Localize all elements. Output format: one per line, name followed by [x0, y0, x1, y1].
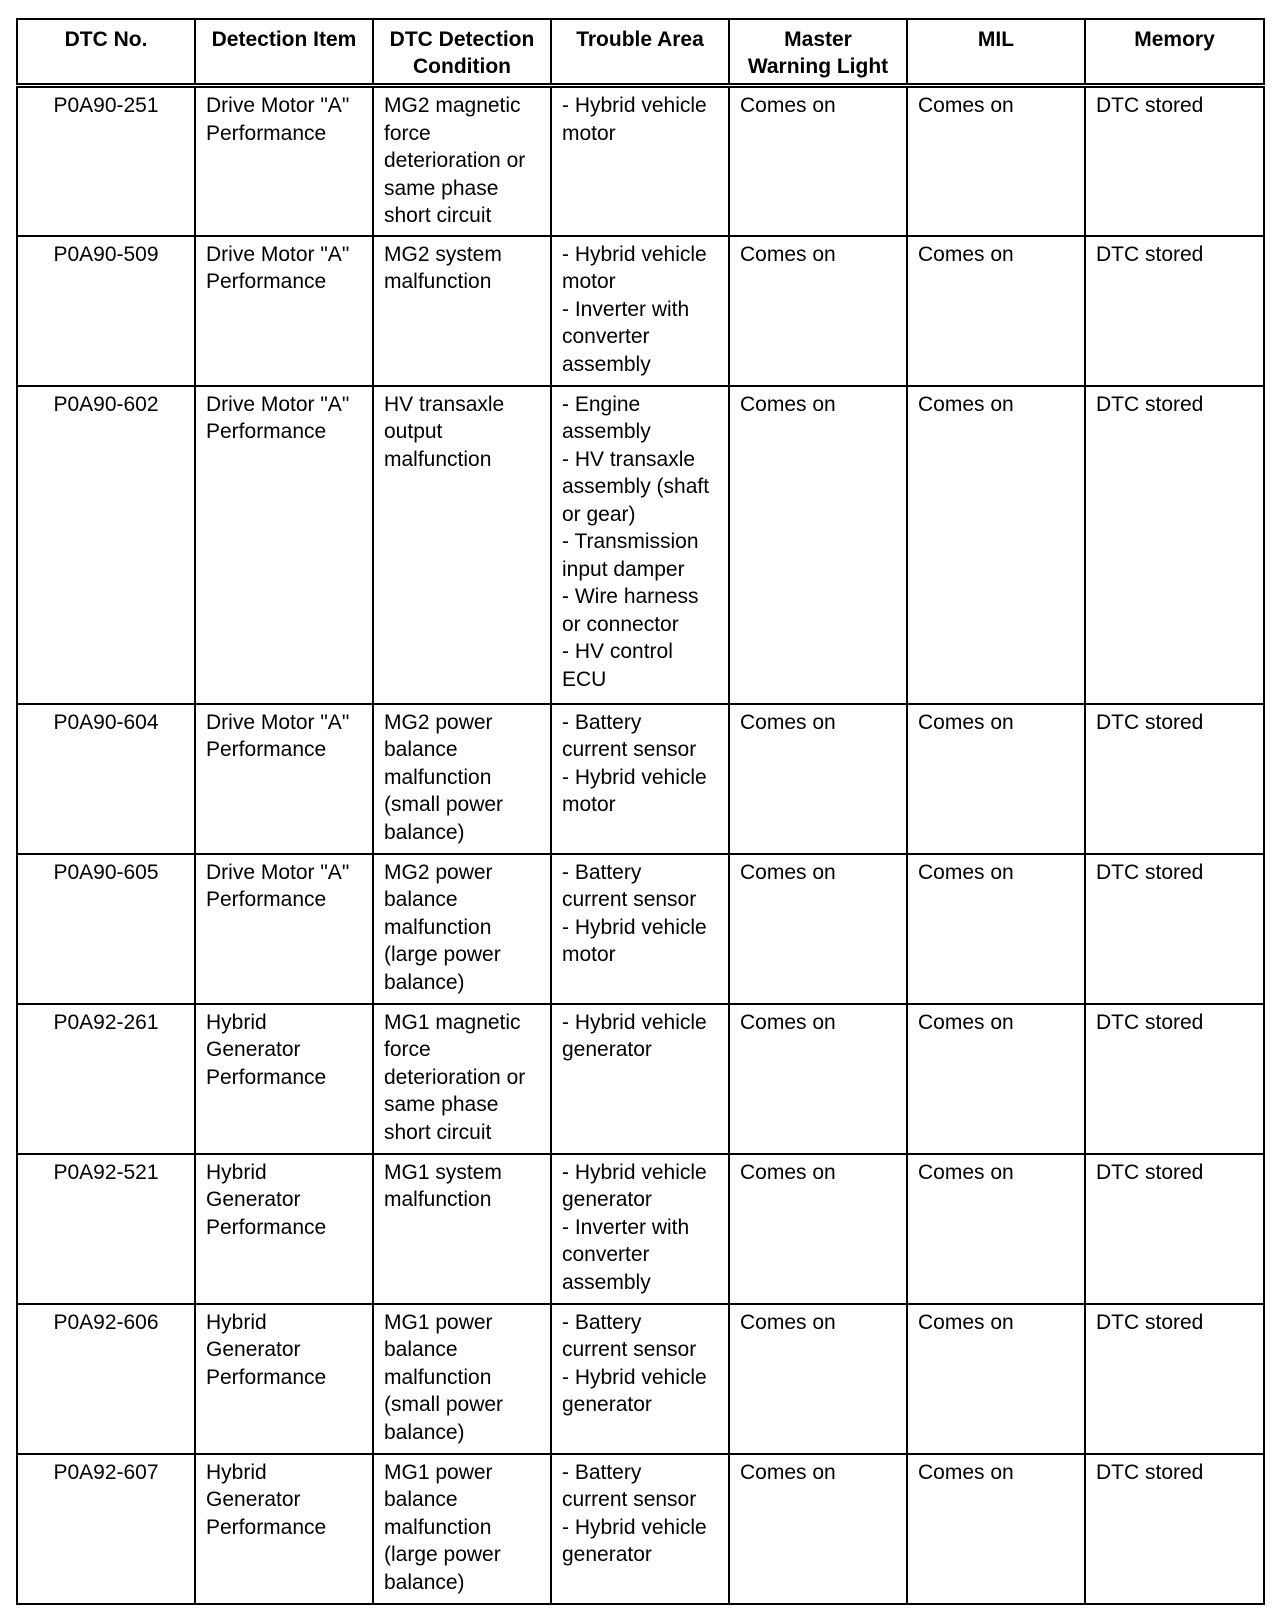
cell-master-warning-light: Comes on: [729, 86, 907, 236]
cell-dtc-no: P0A90-602: [17, 386, 195, 704]
cell-mil: Comes on: [907, 704, 1085, 854]
cell-trouble-area: - Battery current sensor - Hybrid vehicle motor: [551, 704, 729, 854]
cell-trouble-area: - Engine assembly - HV transaxle assembly (shaft or gear) - Transmission input damper - Wire harness or connector - HV control ECU: [551, 386, 729, 704]
header-detection-item: Detection Item: [195, 19, 373, 86]
cell-condition: MG2 power balance malfunction (small power balance): [373, 704, 551, 854]
cell-trouble-area: - Hybrid vehicle motor: [551, 86, 729, 236]
cell-dtc-no: P0A90-604: [17, 704, 195, 854]
cell-detection-item: Hybrid Generator Performance: [195, 1304, 373, 1454]
cell-condition: MG2 power balance malfunction (large power balance): [373, 854, 551, 1004]
header-dtc-detection-condition: DTC Detection Condition: [373, 19, 551, 86]
cell-master-warning-light: Comes on: [729, 704, 907, 854]
cell-dtc-no: P0A92-606: [17, 1304, 195, 1454]
table-body: [17, 86, 1264, 1604]
cell-master-warning-light: Comes on: [729, 236, 907, 386]
cell-trouble-area: - Battery current sensor - Hybrid vehicle motor: [551, 854, 729, 1004]
cell-detection-item: Hybrid Generator Performance: [195, 1004, 373, 1154]
cell-master-warning-light: Comes on: [729, 1454, 907, 1604]
cell-dtc-no: P0A92-521: [17, 1154, 195, 1304]
header-mil: MIL: [907, 19, 1085, 86]
cell-mil: Comes on: [907, 1004, 1085, 1154]
header-dtc-no: DTC No.: [17, 19, 195, 86]
cell-condition: MG1 power balance malfunction (small power balance): [373, 1304, 551, 1454]
header-trouble-area: Trouble Area: [551, 19, 729, 86]
cell-mil: Comes on: [907, 1454, 1085, 1604]
cell-dtc-no: P0A90-509: [17, 236, 195, 386]
cell-condition: MG1 system malfunction: [373, 1154, 551, 1304]
table-row: [17, 704, 1264, 854]
cell-mil: Comes on: [907, 1154, 1085, 1304]
cell-mil: Comes on: [907, 86, 1085, 236]
dtc-table: [16, 18, 1265, 1605]
cell-trouble-area: - Hybrid vehicle motor - Inverter with converter assembly: [551, 236, 729, 386]
cell-condition: MG2 system malfunction: [373, 236, 551, 386]
table-row: [17, 1154, 1264, 1304]
cell-dtc-no: P0A92-607: [17, 1454, 195, 1604]
table-row: [17, 1004, 1264, 1154]
cell-dtc-no: P0A90-605: [17, 854, 195, 1004]
cell-detection-item: Hybrid Generator Performance: [195, 1154, 373, 1304]
cell-condition: MG2 magnetic force deterioration or same phase short circuit: [373, 86, 551, 236]
cell-master-warning-light: Comes on: [729, 386, 907, 704]
cell-memory: DTC stored: [1085, 1154, 1264, 1304]
cell-mil: Comes on: [907, 1304, 1085, 1454]
cell-memory: DTC stored: [1085, 236, 1264, 386]
cell-trouble-area: - Hybrid vehicle generator - Inverter with converter assembly: [551, 1154, 729, 1304]
cell-master-warning-light: Comes on: [729, 1304, 907, 1454]
cell-detection-item: Drive Motor "A" Performance: [195, 386, 373, 704]
cell-detection-item: Drive Motor "A" Performance: [195, 86, 373, 236]
cell-memory: DTC stored: [1085, 704, 1264, 854]
cell-detection-item: Drive Motor "A" Performance: [195, 236, 373, 386]
header-master-warning-light: Master Warning Light: [729, 19, 907, 86]
table-row: [17, 1454, 1264, 1604]
table-row: [17, 86, 1264, 236]
cell-detection-item: Drive Motor "A" Performance: [195, 854, 373, 1004]
table-row: [17, 236, 1264, 386]
cell-condition: MG1 magnetic force deterioration or same phase short circuit: [373, 1004, 551, 1154]
cell-memory: DTC stored: [1085, 86, 1264, 236]
cell-dtc-no: P0A92-261: [17, 1004, 195, 1154]
cell-detection-item: Drive Motor "A" Performance: [195, 704, 373, 854]
cell-mil: Comes on: [907, 854, 1085, 1004]
cell-master-warning-light: Comes on: [729, 1004, 907, 1154]
cell-memory: DTC stored: [1085, 1004, 1264, 1154]
header-memory: Memory: [1085, 19, 1264, 86]
header-row: [17, 19, 1264, 86]
cell-trouble-area: - Battery current sensor - Hybrid vehicle generator: [551, 1454, 729, 1604]
cell-master-warning-light: Comes on: [729, 1154, 907, 1304]
table-row: [17, 1304, 1264, 1454]
cell-trouble-area: - Hybrid vehicle generator: [551, 1004, 729, 1154]
cell-dtc-no: P0A90-251: [17, 86, 195, 236]
table-row: [17, 854, 1264, 1004]
cell-detection-item: Hybrid Generator Performance: [195, 1454, 373, 1604]
cell-trouble-area: - Battery current sensor - Hybrid vehicle generator: [551, 1304, 729, 1454]
cell-mil: Comes on: [907, 236, 1085, 386]
cell-memory: DTC stored: [1085, 1304, 1264, 1454]
cell-condition: HV transaxle output malfunction: [373, 386, 551, 704]
cell-condition: MG1 power balance malfunction (large power balance): [373, 1454, 551, 1604]
cell-memory: DTC stored: [1085, 1454, 1264, 1604]
cell-memory: DTC stored: [1085, 854, 1264, 1004]
cell-mil: Comes on: [907, 386, 1085, 704]
cell-memory: DTC stored: [1085, 386, 1264, 704]
table-row: [17, 386, 1264, 704]
cell-master-warning-light: Comes on: [729, 854, 907, 1004]
table-header: [17, 19, 1264, 86]
